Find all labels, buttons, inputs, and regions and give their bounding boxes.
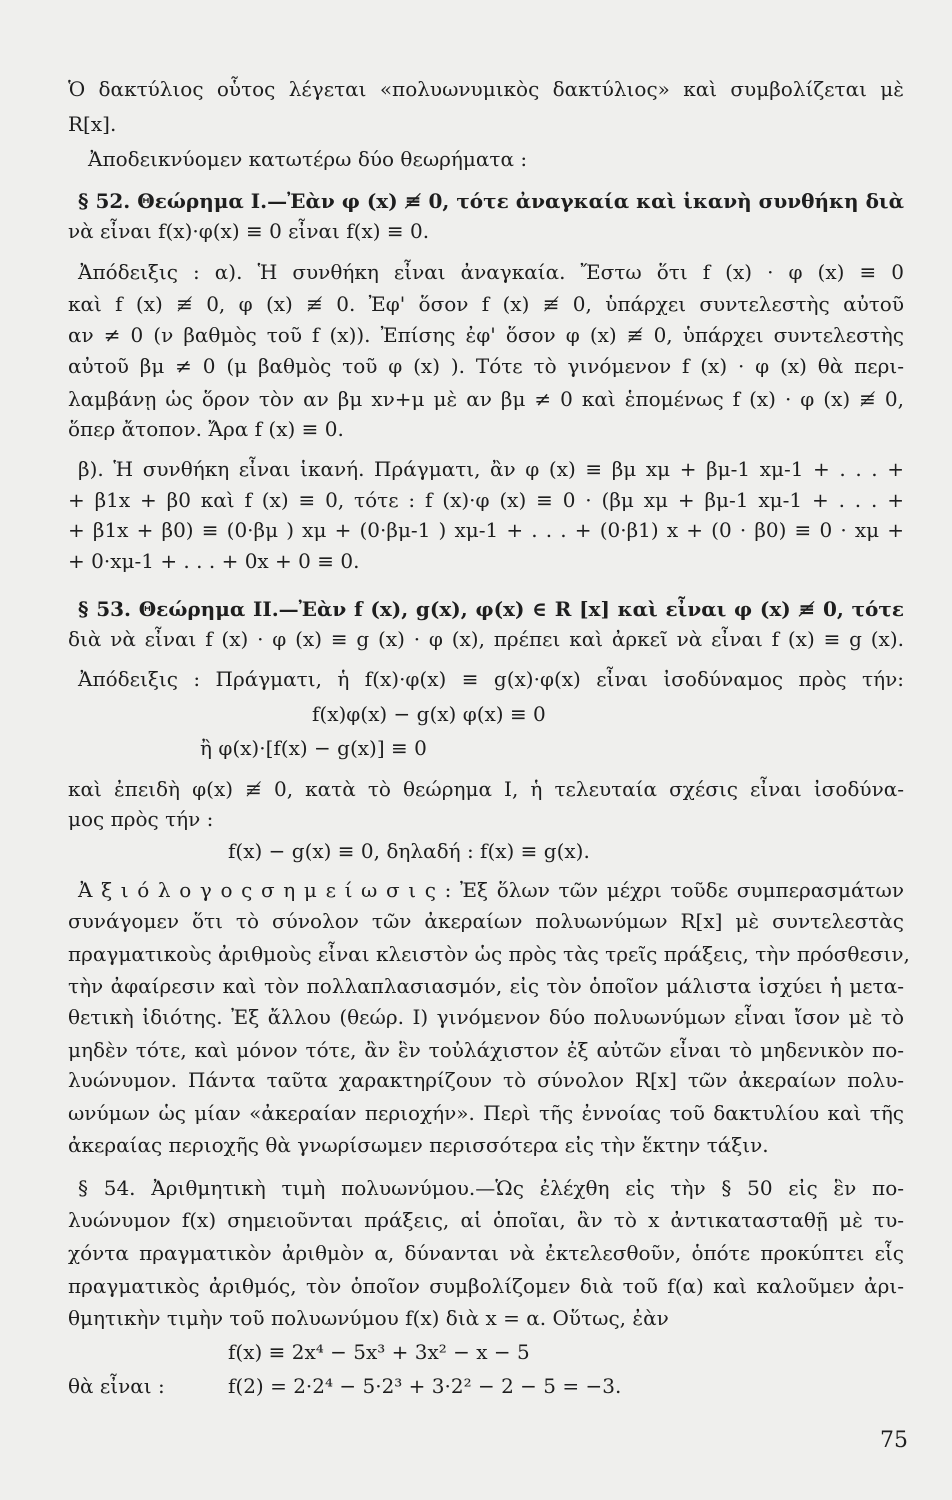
text-line: R[x]. <box>68 112 117 136</box>
text-line: + 0·xμ-1 + . . . + 0x + 0 ≡ 0. <box>68 549 360 573</box>
math-line: f(x)φ(x) − g(x) φ(x) ≡ 0 <box>312 702 546 726</box>
text-line: θμητικὴν τιμὴν τοῦ πολυωνύμου f(x) διὰ x = α. Οὕτως, ἐὰν <box>68 1306 669 1330</box>
text-line: ωνύμων ὡς μίαν «ἀκεραίαν περιοχήν». Περὶ τῆς ἐννοίας τοῦ δακτυλίου καὶ τῆς <box>68 1101 904 1125</box>
text-line: Ἀ ξ ι ό λ ο γ ο ς σ η μ ε ί ω σ ι ς : Ἐξ ὅλων τῶν μέχρι τοῦδε συμπερασμάτων <box>78 878 904 902</box>
text-line: διὰ νὰ εἶναι f (x) · φ (x) ≡ g (x) · φ (x), πρέπει καὶ ἀρκεῖ νὰ εἶναι f (x) ≡ g (x). <box>68 627 904 651</box>
section-heading: § 52. Θεώρημα I.—Ἐὰν φ (x) ≢ 0, τότε ἀναγκαία καὶ ἱκανὴ συνθήκη διὰ <box>78 189 904 213</box>
text-line: Ἀπόδειξις : Πράγματι, ἡ f(x)·φ(x) ≡ g(x)·φ(x) εἶναι ἰσοδύναμος πρὸς τήν: <box>78 667 904 691</box>
text-line: λαμβάνῃ ὡς ὅρον τὸν αν βμ xν+μ μὲ αν βμ ≠ 0 καὶ ἑπομένως f (x) · φ (x) ≢ 0, <box>68 387 904 411</box>
text-line: θὰ εἶναι : <box>68 1374 165 1398</box>
text-line: β). Ἡ συνθήκη εἶναι ἱκανή. Πράγματι, ἂν φ (x) ≡ βμ xμ + βμ-1 xμ-1 + . . . + <box>78 457 904 481</box>
text-line: Ἀποδεικνύομεν κατωτέρω δύο θεωρήματα : <box>88 147 528 171</box>
text-line: θετικὴ ἰδιότης. Ἐξ ἄλλου (θεώρ. I) γινόμενον δύο πολυωνύμων εἶναι ἴσον μὲ τὸ <box>68 1005 904 1029</box>
text-line: καὶ f (x) ≢ 0, φ (x) ≢ 0. Ἐφ' ὅσον f (x) ≢ 0, ὑπάρχει συντελεστὴς αὐτοῦ <box>68 292 904 316</box>
text-line: καὶ ἐπειδὴ φ(x) ≢ 0, κατὰ τὸ θεώρημα I, ἡ τελευταία σχέσις εἶναι ἰσοδύνα- <box>68 777 904 801</box>
text-line: λυώνυμον. Πάντα ταῦτα χαρακτηρίζουν τὸ σύνολον R[x] τῶν ἀκεραίων πολυ- <box>68 1068 904 1092</box>
text-line: πραγματικὸς ἀριθμός, τὸν ὁποῖον συμβολίζομεν διὰ τοῦ f(α) καὶ καλοῦμεν ἀρι- <box>68 1274 904 1298</box>
text-line: λυώνυμον f(x) σημειοῦνται πράξεις, αἱ ὁποῖαι, ἂν τὸ x ἀντικατασταθῇ μὲ τυ- <box>68 1208 904 1232</box>
text-line: ὅπερ ἄτοπον. Ἄρα f (x) ≡ 0. <box>68 417 344 441</box>
text-line: μηδὲν τότε, καὶ μόνον τότε, ἂν ἓν τοὐλάχιστον ἐξ αὐτῶν εἶναι τὸ μηδενικὸν πο- <box>68 1038 904 1062</box>
math-line: f(2) = 2·2⁴ − 5·2³ + 3·2² − 2 − 5 = −3. <box>228 1374 622 1398</box>
math-line: f(x) ≡ 2x⁴ − 5x³ + 3x² − x − 5 <box>228 1340 530 1364</box>
math-line: ἢ φ(x)·[f(x) − g(x)] ≡ 0 <box>200 736 427 760</box>
text-line: ἀκεραίας περιοχῆς θὰ γνωρίσωμεν περισσότερα εἰς τὴν ἕκτην τάξιν. <box>68 1133 769 1157</box>
math-line: f(x) − g(x) ≡ 0, δηλαδή : f(x) ≡ g(x). <box>228 839 590 863</box>
text-line: μος πρὸς τήν : <box>68 807 214 831</box>
text-line: + β1x + β0 καὶ f (x) ≡ 0, τότε : f (x)·φ (x) ≡ 0 · (βμ xμ + βμ-1 xμ-1 + . . . + <box>68 488 904 512</box>
section-heading: § 53. Θεώρημα II.—Ἐὰν f (x), g(x), φ(x) ∈ R [x] καὶ εἶναι φ (x) ≢ 0, τότε <box>78 597 904 621</box>
section-heading: § 54. Ἀριθμητικὴ τιμὴ πολυωνύμου.—Ὡς ἐλέχθη εἰς τὴν § 50 εἰς ἓν πο- <box>78 1176 904 1200</box>
text-line: Ἀπόδειξις : α). Ἡ συνθήκη εἶναι ἀναγκαία. Ἔστω ὅτι f (x) · φ (x) ≡ 0 <box>78 260 904 284</box>
text-line: χόντα πραγματικὸν ἀριθμὸν α, δύνανται νὰ ἐκτελεσθοῦν, ὁπότε προκύπτει εἷς <box>68 1241 904 1265</box>
text-line: συνάγομεν ὅτι τὸ σύνολον τῶν ἀκεραίων πολυωνύμων R[x] μὲ συντελεστὰς <box>68 909 904 933</box>
text-line: αν ≠ 0 (ν βαθμὸς τοῦ f (x)). Ἐπίσης ἐφ' ὅσον φ (x) ≢ 0, ὑπάρχει συντελεστὴς <box>68 323 904 347</box>
text-line: αὐτοῦ βμ ≠ 0 (μ βαθμὸς τοῦ φ (x) ). Τότε τὸ γινόμενον f (x) · φ (x) θὰ περι- <box>68 354 904 378</box>
text-line: νὰ εἶναι f(x)·φ(x) ≡ 0 εἶναι f(x) ≡ 0. <box>68 219 430 243</box>
text-line: Ὁ δακτύλιος οὗτος λέγεται «πολυωνυμικὸς δακτύλιος» καὶ συμβολίζεται μὲ <box>68 77 904 101</box>
page-number: 75 <box>880 1428 908 1453</box>
text-line: πραγματικοὺς ἀριθμοὺς εἶναι κλειστὸν ὡς πρὸς τὰς τρεῖς πράξεις, τὴν πρόσθεσιν, <box>68 942 910 966</box>
text-line: + β1x + β0) ≡ (0·βμ ) xμ + (0·βμ-1 ) xμ-1 + . . . + (0·β1) x + (0 · β0) ≡ 0 · xμ + <box>68 518 904 542</box>
text-line: τὴν ἀφαίρεσιν καὶ τὸν πολλαπλασιασμόν, εἰς τὸν ὁποῖον μάλιστα ἰσχύει ἡ μετα- <box>68 974 904 998</box>
